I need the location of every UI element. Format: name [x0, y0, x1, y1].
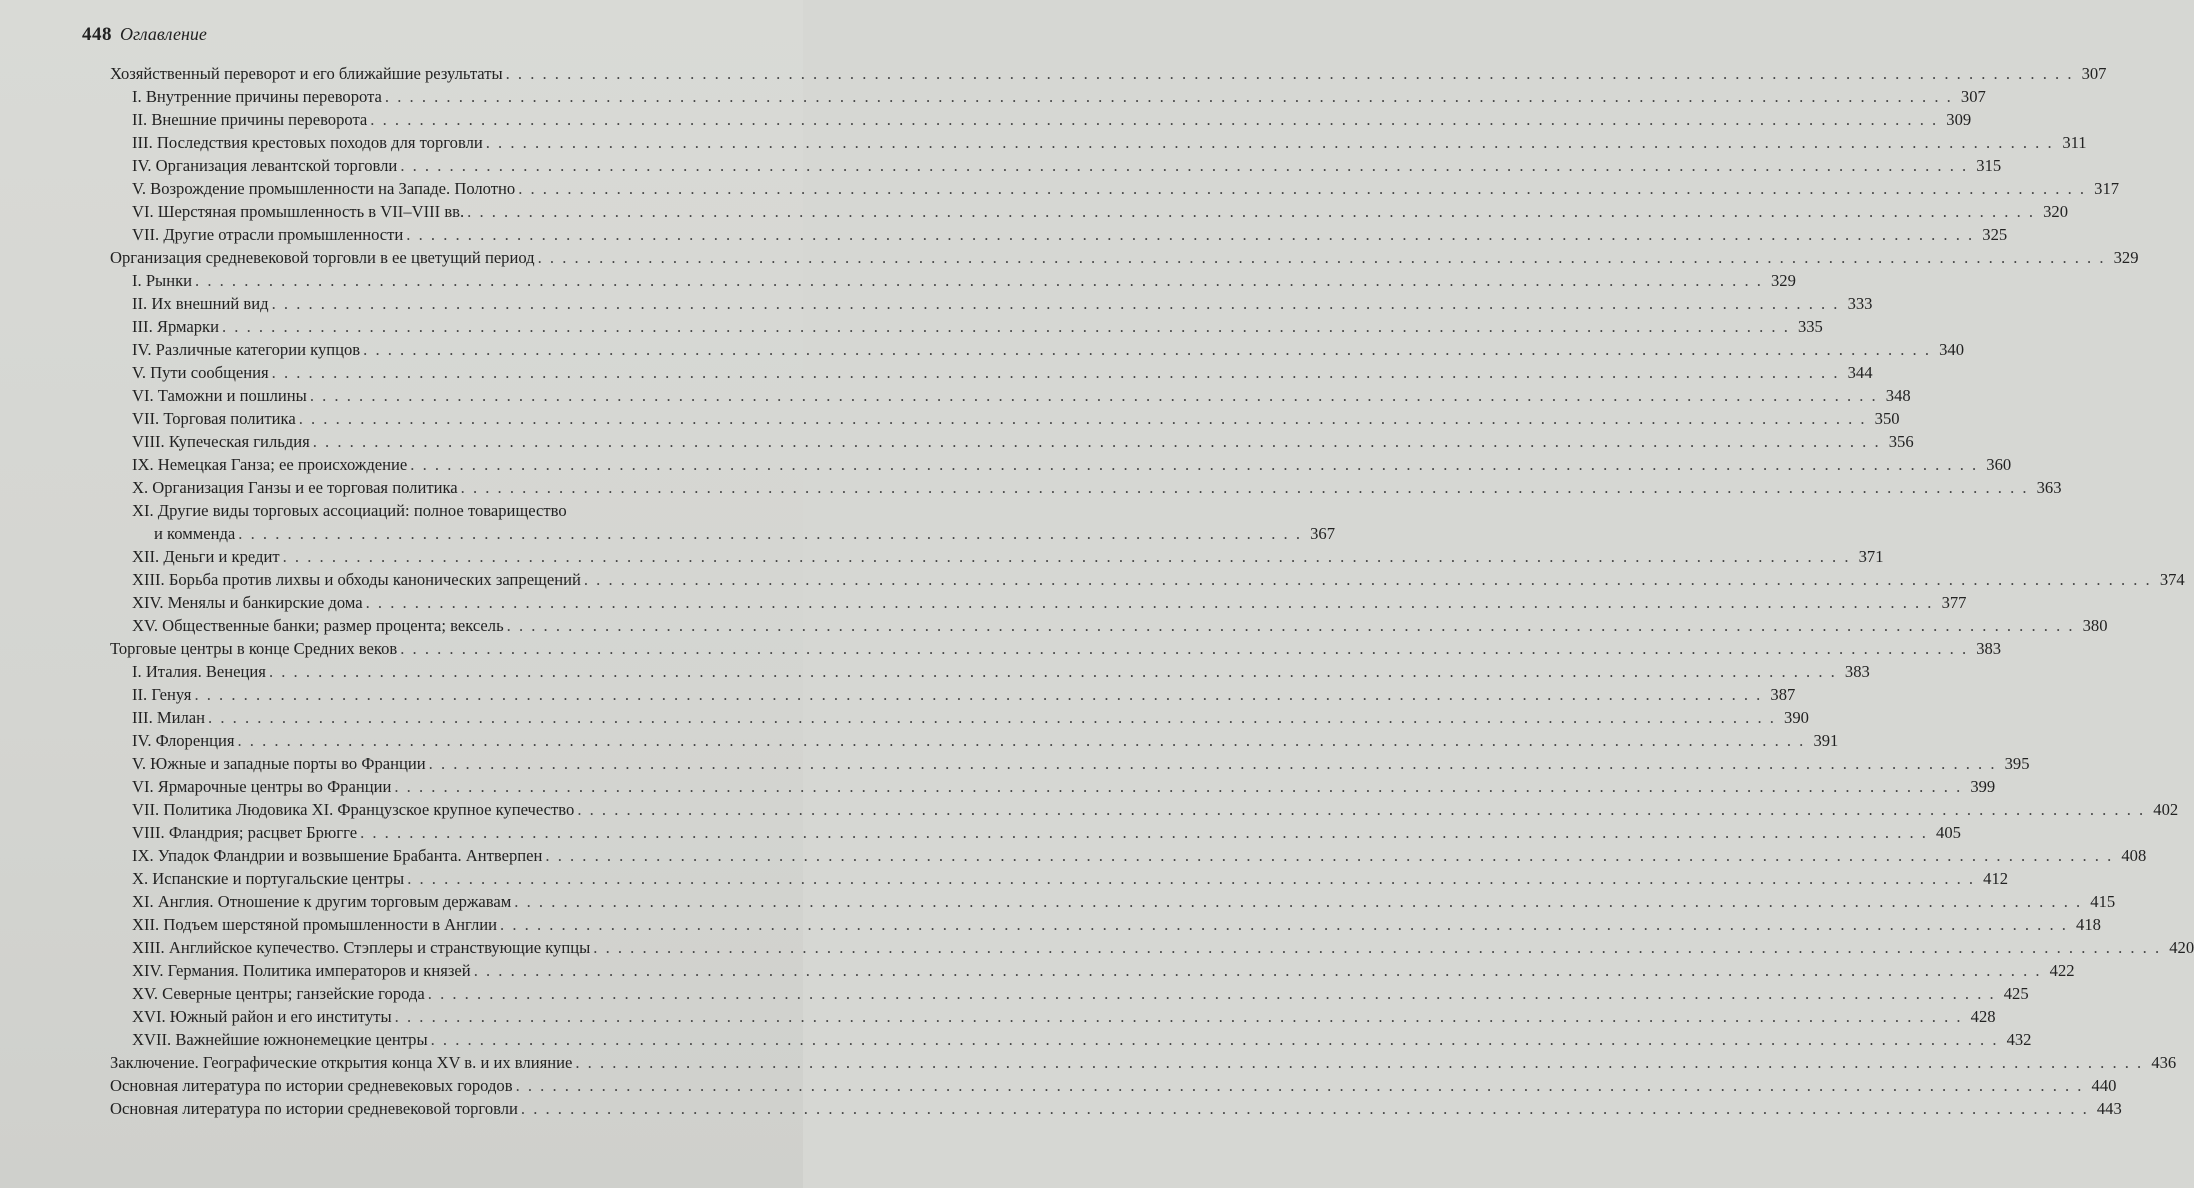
toc-subentry — [110, 338, 1964, 361]
toc-entry-page: 335 — [1797, 317, 1823, 336]
dot-leader — [394, 775, 1962, 798]
toc-entry — [110, 499, 1335, 545]
toc-entry-page: 380 — [2082, 616, 2108, 635]
dot-leader — [370, 108, 1938, 131]
toc-entry-title: Основная литература по истории средневековой торговли — [110, 1099, 518, 1118]
toc-entry-page: 440 — [2091, 1076, 2117, 1095]
toc-entry-page: 307 — [1960, 87, 1986, 106]
toc-entry-page: 428 — [1970, 1007, 1996, 1026]
toc-subentry — [110, 982, 2029, 1005]
toc-entry-page: 383 — [1976, 639, 2002, 658]
toc-entry-page: 405 — [1936, 823, 1961, 842]
dot-leader — [500, 913, 2068, 936]
toc-subentry — [110, 614, 2108, 637]
toc-entry-page: 311 — [2062, 133, 2087, 152]
dot-leader — [429, 752, 1997, 775]
toc-entry-page: 432 — [2006, 1030, 2032, 1049]
toc-entry-page: 383 — [1844, 662, 1870, 681]
toc-entry-title: XIV. Германия. Политика императоров и князей — [132, 961, 471, 980]
dot-leader — [385, 85, 1953, 108]
toc-chapter — [110, 62, 2107, 85]
toc-entry-page: 363 — [2036, 478, 2062, 497]
toc-entry-title: I. Италия. Венеция — [132, 662, 266, 681]
toc-subentry — [110, 430, 1914, 453]
toc-subentry — [110, 384, 1911, 407]
page-number: 448 — [82, 24, 112, 45]
toc-subentry — [110, 752, 2030, 775]
toc-entry-title: Основная литература по истории средневековых городов — [110, 1076, 513, 1095]
toc-chapter — [110, 1051, 2177, 1074]
toc-entry-page: 356 — [1888, 432, 1914, 451]
dot-leader — [395, 1005, 1963, 1028]
toc-entry-page: 390 — [1784, 708, 1809, 727]
toc-entry-page: 350 — [1874, 409, 1900, 428]
dot-leader — [431, 1028, 1999, 1051]
toc-subentry — [110, 890, 2116, 913]
toc-entry-title: IX. Упадок Фландрии и возвышение Брабанта. Антверпен — [132, 846, 543, 865]
toc-entry-title: V. Пути сообщения — [132, 363, 269, 382]
toc-entry-title-cont: и коммендa — [154, 524, 236, 543]
toc-subentry — [110, 844, 2147, 867]
dot-leader — [577, 798, 2145, 821]
toc-entry-title: VI. Шерстяная промышленность в VII–VIII вв. — [132, 202, 465, 221]
dot-leader — [461, 476, 2029, 499]
dot-leader — [514, 890, 2082, 913]
toc-entry-page: 420 — [2169, 938, 2194, 957]
dot-leader — [516, 1074, 2084, 1097]
toc-subentry — [110, 775, 1996, 798]
toc-entry-title: IV. Организация левантской торговли — [132, 156, 398, 175]
dot-leader — [486, 131, 2054, 154]
toc-entry-title: II. Внешние причины переворота — [132, 110, 368, 129]
dot-leader — [406, 223, 1974, 246]
dot-leader — [545, 844, 2113, 867]
toc-entry-title: VII. Политика Людовика XI. Французское крупное купечество — [132, 800, 575, 819]
toc-entry-title: VIII. Купеческая гильдия — [132, 432, 310, 451]
toc-entry-title: XII. Подъем шерстяной промышленности в Англии — [132, 915, 498, 934]
dot-leader — [506, 62, 2074, 85]
toc-chapter — [110, 637, 2002, 660]
toc-entry-page: 402 — [2153, 800, 2179, 819]
toc-subentry — [110, 936, 2194, 959]
toc-entry-page: 425 — [2003, 984, 2029, 1003]
dot-leader — [283, 545, 1851, 568]
toc-entry-title: XVII. Важнейшие южнонемецкие центры — [132, 1030, 428, 1049]
toc-entry-title: XV. Северные центры; ганзейские города — [132, 984, 425, 1003]
dot-leader — [194, 683, 1762, 706]
toc-entry-title: Торговые центры в конце Средних веков — [110, 639, 398, 658]
toc-subentry — [110, 729, 1839, 752]
toc-entry-page: 307 — [2081, 64, 2107, 83]
toc-entry-title: Заключение. Географические открытия конца XV в. и их влияние — [110, 1053, 573, 1072]
toc-entry-page: 329 — [2113, 248, 2139, 267]
toc-entry-page: 408 — [2121, 846, 2147, 865]
toc-subentry — [110, 85, 1986, 108]
toc-subentry — [110, 706, 1809, 729]
dot-leader — [400, 154, 1968, 177]
toc-entry-title: IV. Различные категории купцов — [132, 340, 361, 359]
toc-subentry — [110, 154, 2002, 177]
toc-entry-title: VIII. Фландрия; расцвет Брюгге — [132, 823, 358, 842]
toc-entry-title: I. Рынки — [132, 271, 193, 290]
toc-entry-page: 391 — [1813, 731, 1839, 750]
dot-leader — [538, 246, 2106, 269]
toc-entry-title: XIII. Борьба против лихвы и обходы канонических запрещений — [132, 570, 581, 589]
toc-subentry — [110, 108, 1972, 131]
toc-entry-page: 443 — [2096, 1099, 2122, 1118]
toc-entry-title: III. Последствия крестовых походов для торговли — [132, 133, 483, 152]
toc-entry-page: 329 — [1771, 271, 1796, 290]
toc-entry-title: XV. Общественные банки; размер процента; вексель — [132, 616, 504, 635]
dot-leader — [360, 821, 1928, 844]
toc-subentry — [110, 959, 2075, 982]
toc-entry-continuation — [132, 522, 1335, 545]
toc-entry-title: IX. Немецкая Ганза; ее происхождение — [132, 455, 408, 474]
toc-entry-title: III. Ярмарки — [132, 317, 219, 336]
dot-leader — [222, 315, 1790, 338]
toc-entry-page: 371 — [1858, 547, 1884, 566]
toc-entry-page: 325 — [1982, 225, 2008, 244]
toc-entry-page: 340 — [1939, 340, 1964, 359]
dot-leader — [195, 269, 1763, 292]
toc-subentry — [110, 591, 1967, 614]
toc-subentry — [110, 223, 2008, 246]
table-of-contents — [110, 62, 2194, 1120]
toc-chapter — [110, 1097, 2122, 1120]
toc-entry-title: X. Испанские и португальские центры — [132, 869, 405, 888]
dot-leader — [313, 430, 1881, 453]
toc-subentry — [110, 453, 2012, 476]
running-header — [82, 20, 207, 49]
toc-entry-page: 348 — [1885, 386, 1911, 405]
toc-entry-page: 309 — [1946, 110, 1972, 129]
toc-entry-title: III. Милан — [132, 708, 206, 727]
dot-leader — [366, 591, 1934, 614]
toc-entry-page: 360 — [1986, 455, 2012, 474]
dot-leader — [272, 292, 1840, 315]
toc-entry-title: Хозяйственный переворот и его ближайшие результаты — [110, 64, 503, 83]
dot-leader — [575, 1051, 2143, 1074]
toc-subentry — [110, 269, 1796, 292]
dot-leader — [238, 522, 1302, 545]
dot-leader — [584, 568, 2152, 591]
toc-subentry — [110, 361, 1873, 384]
toc-entry-title: V. Возрождение промышленности на Западе. Полотно — [132, 179, 516, 198]
toc-entry-title: IV. Флоренция — [132, 731, 235, 750]
dot-leader — [428, 982, 1996, 1005]
dot-leader — [507, 614, 2075, 637]
toc-subentry — [110, 1005, 1996, 1028]
toc-entry-title: VII. Другие отрасли промышленности — [132, 225, 404, 244]
toc-subentry — [110, 683, 1796, 706]
toc-entry-title: V. Южные и западные порты во Франции — [132, 754, 426, 773]
toc-entry-page: 415 — [2090, 892, 2116, 911]
toc-entry-page: 320 — [2043, 202, 2069, 221]
toc-entry-title: X. Организация Ганзы и ее торговая политика — [132, 478, 458, 497]
toc-subentry — [110, 867, 2009, 890]
toc-subentry — [110, 913, 2101, 936]
toc-subentry — [110, 200, 2069, 223]
dot-leader — [407, 867, 1975, 890]
toc-entry-page: 374 — [2159, 570, 2185, 589]
toc-entry-title: XIV. Менялы и банкирские дома — [132, 593, 363, 612]
dot-leader — [467, 200, 2035, 223]
toc-entry-title: XVI. Южный район и его институты — [132, 1007, 392, 1026]
toc-entry-page: 395 — [2004, 754, 2030, 773]
toc-entry-page: 377 — [1941, 593, 1967, 612]
toc-subentry — [110, 292, 1873, 315]
toc-entry-title: II. Их внешний вид — [132, 294, 269, 313]
toc-entry-page: 422 — [2049, 961, 2075, 980]
toc-entry-title: Организация средневековой торговли в ее цветущий период — [110, 248, 535, 267]
toc-entry-page: 412 — [1983, 869, 2009, 888]
dot-leader — [474, 959, 2042, 982]
toc-entry-title: XII. Деньги и кредит — [132, 547, 280, 566]
toc-subentry — [110, 568, 2185, 591]
dot-leader — [521, 1097, 2089, 1120]
dot-leader — [237, 729, 1805, 752]
toc-chapter — [110, 246, 2139, 269]
running-title: Оглавление — [120, 24, 207, 44]
toc-subentry — [110, 476, 2062, 499]
toc-entry-title: I. Внутренние причины переворота — [132, 87, 382, 106]
toc-entry-page: 418 — [2076, 915, 2101, 934]
toc-entry-title: II. Генуя — [132, 685, 192, 704]
toc-entry-page: 387 — [1770, 685, 1796, 704]
dot-leader — [269, 660, 1837, 683]
toc-entry-page: 317 — [2094, 179, 2120, 198]
toc-entry-page: 399 — [1970, 777, 1996, 796]
toc-subentry — [110, 177, 2120, 200]
toc-subentry — [110, 315, 1823, 338]
toc-entry-title: VII. Торговая политика — [132, 409, 296, 428]
toc-entry-page: 436 — [2151, 1053, 2177, 1072]
dot-leader — [400, 637, 1968, 660]
toc-entry-page: 315 — [1976, 156, 2002, 175]
toc-entry-page: 344 — [1847, 363, 1873, 382]
toc-entry-title: XI. Англия. Отношение к другим торговым державам — [132, 892, 512, 911]
dot-leader — [410, 453, 1978, 476]
toc-subentry — [110, 798, 2179, 821]
dot-leader — [518, 177, 2086, 200]
toc-subentry — [110, 1028, 2032, 1051]
toc-subentry — [110, 545, 1884, 568]
toc-entry-title: VI. Таможни и пошлины — [132, 386, 307, 405]
toc-chapter — [110, 1074, 2117, 1097]
dot-leader — [363, 338, 1931, 361]
dot-leader — [593, 936, 2161, 959]
toc-entry-title: XI. Другие виды торговых ассоциаций: полное товарищество — [132, 501, 567, 520]
dot-leader — [272, 361, 1840, 384]
toc-entry-page: 367 — [1310, 524, 1335, 543]
toc-subentry — [110, 821, 1961, 844]
toc-subentry — [110, 407, 1900, 430]
dot-leader — [208, 706, 1776, 729]
toc-subentry — [110, 131, 2087, 154]
dot-leader — [299, 407, 1867, 430]
toc-entry-page: 333 — [1847, 294, 1873, 313]
dot-leader — [310, 384, 1878, 407]
toc-entry-title: VI. Ярмарочные центры во Франции — [132, 777, 392, 796]
toc-subentry — [110, 660, 1870, 683]
toc-entry-title: XIII. Английское купечество. Стэплеры и странствующие купцы — [132, 938, 591, 957]
